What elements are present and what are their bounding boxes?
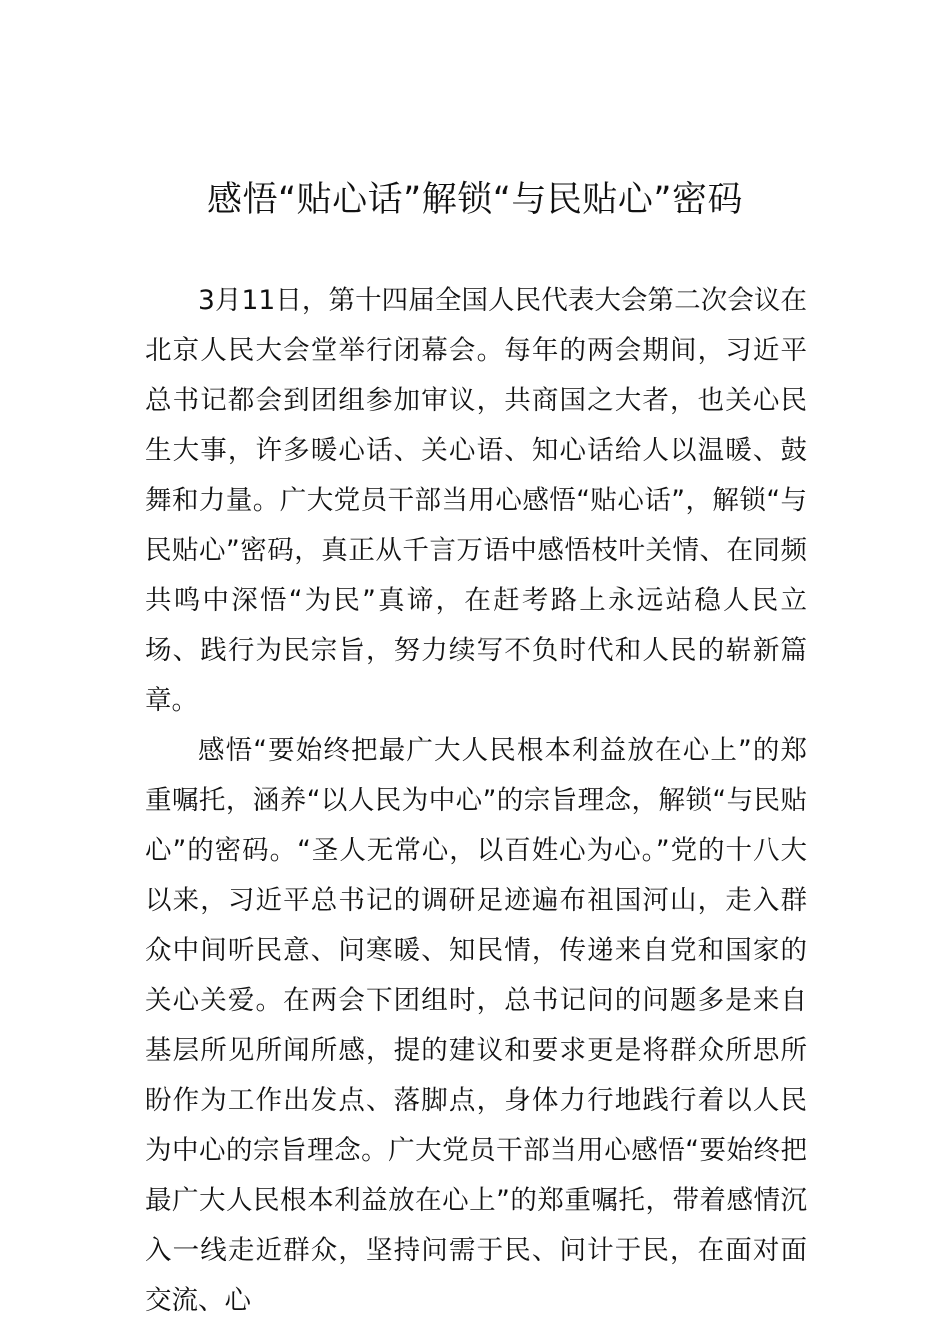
paragraph-1: 3月11日，第十四届全国人民代表大会第二次会议在北京人民大会堂举行闭幕会。每年的两会期间，习近平总书记都会到团组参加审议，共商国之大者，也关心民生大事，许多暖心话、关心语、知心话给人以温暖、鼓舞和力量。广大党员干部当用心感悟“贴心话”，解锁“与民贴心”密码，真正从千言万语中感悟枝叶关情、在同频共鸣中深悟“为民”真谛，在赶考路上永远站稳人民立场、践行为民宗旨，努力续写不负时代和人民的崭新篇章。 bbox=[145, 285, 807, 716]
document-body bbox=[145, 276, 807, 1326]
paragraph-2: 感悟“要始终把最广大人民根本利益放在心上”的郑重嘱托，涵养“以人民为中心”的宗旨理念，解锁“与民贴心”的密码。“圣人无常心，以百姓心为心。”党的十八大以来，习近平总书记的调研足迹遍布祖国河山，走入群众中间听民意、问寒暖、知民情，传递来自党和国家的关心关爱。在两会下团组时，总书记问的问题多是来自基层所见所闻所感，提的建议和要求更是将群众所思所盼作为工作出发点、落脚点，身体力行地践行着以人民为中心的宗旨理念。广大党员干部当用心感悟“要始终把最广大人民根本利益放在心上”的郑重嘱托，带着感情沉入一线走近群众，坚持问需于民、问计于民，在面对面交流、心 bbox=[145, 735, 807, 1316]
document-title: 感悟“贴心话”解锁“与民贴心”密码 bbox=[206, 180, 744, 220]
